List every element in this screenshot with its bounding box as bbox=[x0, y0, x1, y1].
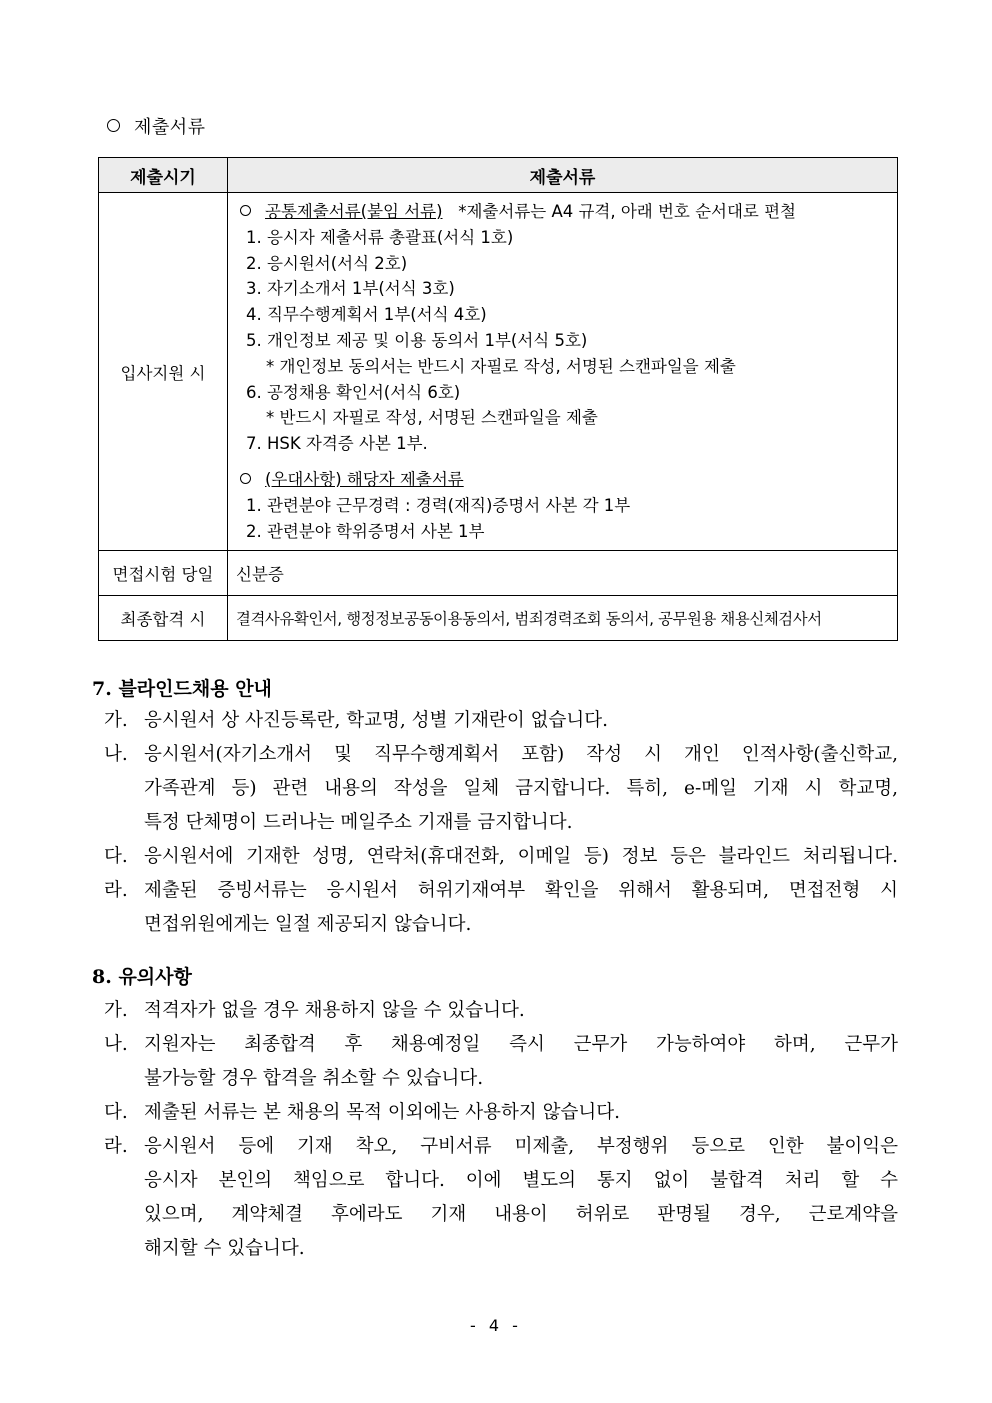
list-item: 5. 개인정보 제공 및 이용 동의서 1부(서식 5호) bbox=[246, 330, 588, 350]
section7-body bbox=[104, 704, 898, 942]
list-item-continuation: 응시자 본인의 책임으로 합니다. 이에 별도의 통지 없이 불합격 처리 할 수 bbox=[144, 1170, 898, 1191]
common-docs-note: *제출서류는 A4 규격, 아래 번호 순서대로 편철 bbox=[458, 202, 796, 221]
list-item-continuation: 있으며, 계약체결 후에라도 기재 내용이 허위로 판명될 경우, 근로계약을 bbox=[144, 1204, 898, 1225]
interview-documents: 신분증 bbox=[228, 551, 898, 596]
section-title-text: 제출서류 bbox=[134, 117, 206, 138]
timing-interview: 면접시험 당일 bbox=[99, 551, 228, 596]
list-item: 나. 지원자는 최종합격 후 채용예정일 즉시 근무가 가능하여야 하며, 근무가 bbox=[104, 1034, 898, 1055]
page-number: - 4 - bbox=[470, 1316, 522, 1335]
list-note: * 개인정보 동의서는 반드시 자필로 작성, 서명된 스캔파일을 제출 bbox=[266, 356, 736, 376]
timing-final: 최종합격 시 bbox=[99, 596, 228, 641]
circle-bullet-icon bbox=[107, 119, 120, 132]
final-documents: 결격사유확인서, 행정정보공동이용동의서, 범죄경력조회 동의서, 공무원용 채용신체검사서 bbox=[228, 596, 898, 641]
list-item: 3. 자기소개서 1부(서식 3호) bbox=[246, 279, 455, 299]
list-item: 라. 응시원서 등에 기재 착오, 구비서류 미제출, 부정행위 등으로 인한 불이익은 bbox=[104, 1136, 898, 1157]
list-item-continuation: 가족관계 등) 관련 내용의 작성을 일체 금지합니다. 특히, e-메일 기재 시 학교명, bbox=[144, 778, 898, 799]
circle-bullet-icon bbox=[240, 205, 251, 216]
list-item: 2. 응시원서(서식 2호) bbox=[246, 253, 408, 273]
list-item: 2. 관련분야 학위증명서 사본 1부 bbox=[246, 521, 485, 541]
list-item: 나. 응시원서(자기소개서 및 직무수행계획서 포함) 작성 시 개인 인적사항(출신학교, bbox=[104, 744, 898, 765]
list-item: 7. HSK 자격증 사본 1부. bbox=[246, 434, 428, 454]
list-note: * 반드시 자필로 작성, 서명된 스캔파일을 제출 bbox=[266, 408, 598, 428]
list-item: 4. 직무수행계획서 1부(서식 4호) bbox=[246, 305, 487, 325]
list-item: 가. 응시원서 상 사진등록란, 학교명, 성별 기재란이 없습니다. bbox=[104, 710, 608, 731]
preference-docs-heading bbox=[238, 467, 887, 493]
preference-docs-title: (우대사항) 해당자 제출서류 bbox=[265, 469, 464, 489]
section8-body bbox=[104, 994, 898, 1266]
section8-title: 8. 유의사항 bbox=[92, 966, 192, 988]
application-documents-cell bbox=[228, 193, 898, 551]
common-docs-heading bbox=[238, 199, 887, 225]
header-documents: 제출서류 bbox=[228, 158, 898, 193]
table-header-row bbox=[99, 158, 898, 193]
table-row bbox=[99, 551, 898, 596]
list-item-continuation: 해지할 수 있습니다. bbox=[144, 1238, 305, 1259]
list-item: 다. 응시원서에 기재한 성명, 연락처(휴대전화, 이메일 등) 정보 등은 블라인드 처리됩니다. bbox=[104, 846, 898, 867]
list-item-continuation: 특정 단체명이 드러나는 메일주소 기재를 금지합니다. bbox=[144, 812, 573, 833]
list-item: 6. 공정채용 확인서(서식 6호) bbox=[246, 382, 461, 402]
list-item: 다. 제출된 서류는 본 채용의 목적 이외에는 사용하지 않습니다. bbox=[104, 1102, 620, 1123]
common-docs-title: 공통제출서류(붙임 서류) bbox=[265, 202, 443, 221]
list-item-continuation: 불가능할 경우 합격을 취소할 수 있습니다. bbox=[144, 1068, 484, 1089]
list-item-continuation: 면접위원에게는 일절 제공되지 않습니다. bbox=[144, 914, 472, 935]
list-item: 가. 적격자가 없을 경우 채용하지 않을 수 있습니다. bbox=[104, 1000, 525, 1021]
list-item: 1. 응시자 제출서류 총괄표(서식 1호) bbox=[246, 227, 514, 247]
section7-title: 7. 블라인드채용 안내 bbox=[92, 678, 272, 700]
table-row bbox=[99, 193, 898, 551]
timing-application: 입사지원 시 bbox=[99, 193, 228, 551]
list-item: 1. 관련분야 근무경력 : 경력(재직)증명서 사본 각 1부 bbox=[246, 495, 631, 515]
documents-table bbox=[98, 157, 898, 641]
header-timing: 제출시기 bbox=[99, 158, 228, 193]
section-title bbox=[107, 113, 206, 139]
list-item: 라. 제출된 증빙서류는 응시원서 허위기재여부 확인을 위해서 활용되며, 면접전형 시 bbox=[104, 880, 898, 901]
table-row bbox=[99, 596, 898, 641]
circle-bullet-icon bbox=[240, 473, 251, 484]
